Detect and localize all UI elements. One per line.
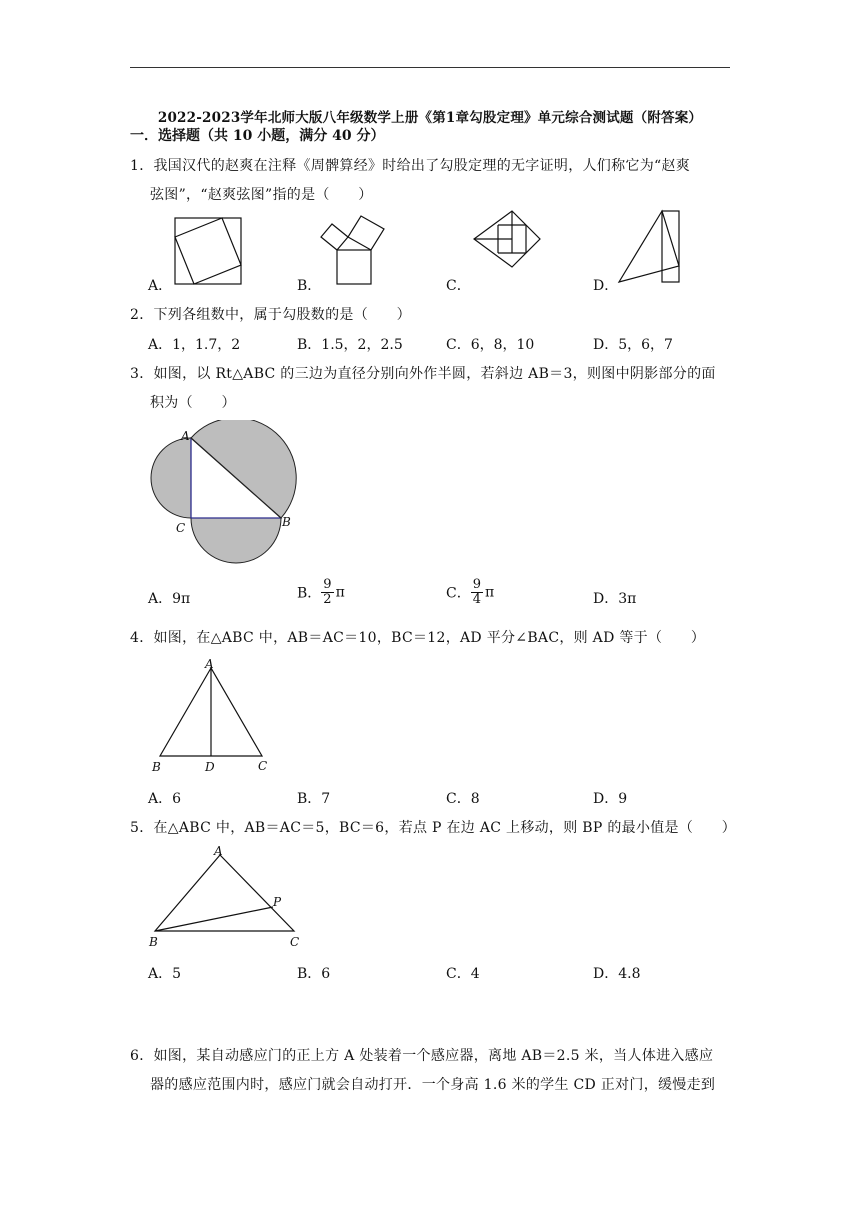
label-c: C bbox=[290, 935, 300, 949]
question-3-option-a: A．9π bbox=[148, 591, 191, 607]
semicircle-ac bbox=[151, 438, 191, 518]
figure-a-inner-square bbox=[175, 218, 241, 284]
question-3-option-d: D．3π bbox=[593, 591, 637, 607]
question-3-option-c: C． $\frac{9}{4}$ π bbox=[446, 577, 495, 607]
label-c: C bbox=[176, 521, 186, 535]
question-5-option-c: C．4 bbox=[446, 966, 480, 982]
question-1-line-2: 弦图”，“赵爽弦图”指的是（ ） bbox=[150, 187, 373, 203]
question-4-option-a: A．6 bbox=[148, 791, 182, 807]
question-1-line-1: 1．我国汉代的赵爽在注释《周髀算经》时给出了勾股定理的无字证明，人们称它为“赵爽 bbox=[130, 158, 691, 174]
question-6-line-1: 6．如图，某自动感应门的正上方 A 处装着一个感应器，离地 AB＝2.5 米，当人体进入感应 bbox=[130, 1048, 714, 1064]
question-2-option-c: C．6，8，10 bbox=[446, 337, 535, 353]
question-5-option-a: A．5 bbox=[148, 966, 182, 982]
question-1-option-d: D． bbox=[593, 278, 619, 294]
section-heading: 一．选择题（共 10 小题，满分 40 分） bbox=[130, 128, 385, 144]
question-1-option-c: C． bbox=[446, 278, 471, 294]
label-b: B bbox=[149, 935, 158, 949]
figure-d-rect bbox=[662, 211, 679, 282]
question-2-option-d: D．5，6，7 bbox=[593, 337, 673, 353]
question-6-line-2: 器的感应范围内时，感应门就会自动打开．一个身高 1.6 米的学生 CD 正对门，缓慢走到 bbox=[150, 1077, 716, 1093]
question-2-option-a: A．1，1.7，2 bbox=[148, 337, 241, 353]
question-4-line-1: 4．如图，在△ABC 中，AB＝AC＝10，BC＝12，AD 平分∠BAC，则 AD 等于（ ） bbox=[130, 630, 706, 646]
label-c: C bbox=[258, 759, 268, 773]
figure-b-bottom-square bbox=[337, 250, 371, 284]
label-a: A bbox=[214, 844, 223, 858]
question-3-line-1: 3．如图，以 Rt△ABC 的三边为直径分别向外作半圆，若斜边 AB＝3，则图中阴影部分的面 bbox=[130, 366, 716, 382]
question-4-figure bbox=[140, 652, 290, 777]
label-d: D bbox=[205, 760, 215, 774]
label-a: A bbox=[205, 657, 214, 671]
label-b: B bbox=[152, 760, 161, 774]
figure-b-left-square bbox=[321, 224, 348, 250]
semicircle-bc bbox=[191, 518, 281, 563]
figure-a-outer-square bbox=[175, 218, 241, 284]
label-p: P bbox=[273, 895, 282, 909]
question-5-option-b: B．6 bbox=[297, 966, 331, 982]
question-4-option-c: C．8 bbox=[446, 791, 480, 807]
question-2-option-b: B．1.5，2，2.5 bbox=[297, 337, 403, 353]
question-1-option-a: A． bbox=[148, 278, 173, 294]
question-3-line-2: 积为（ ） bbox=[150, 395, 236, 411]
figure-b-right-square bbox=[348, 216, 384, 250]
header-rule bbox=[130, 67, 730, 68]
question-3-figure bbox=[140, 420, 310, 580]
page-title: 2022-2023学年北师大版八年级数学上册《第1章勾股定理》单元综合测试题（附答案） bbox=[157, 110, 703, 126]
label-a: A bbox=[181, 429, 190, 443]
question-4-option-d: D．9 bbox=[593, 791, 628, 807]
question-5-figure bbox=[140, 840, 315, 955]
question-2-line-1: 2．下列各组数中，属于勾股数的是（ ） bbox=[130, 307, 411, 323]
question-5-option-d: D．4.8 bbox=[593, 966, 641, 982]
question-4-option-b: B．7 bbox=[297, 791, 331, 807]
question-1-option-b: B． bbox=[297, 278, 322, 294]
question-5-line-1: 5．在△ABC 中，AB＝AC＝5，BC＝6，若点 P 在边 AC 上移动，则 BP 的最小值是（ ） bbox=[130, 820, 737, 836]
label-b: B bbox=[282, 515, 291, 529]
question-3-option-b: B． $\frac{9}{2}$ π bbox=[297, 577, 345, 607]
figure-d-triangle bbox=[619, 211, 679, 282]
triangle-abc bbox=[155, 855, 294, 931]
